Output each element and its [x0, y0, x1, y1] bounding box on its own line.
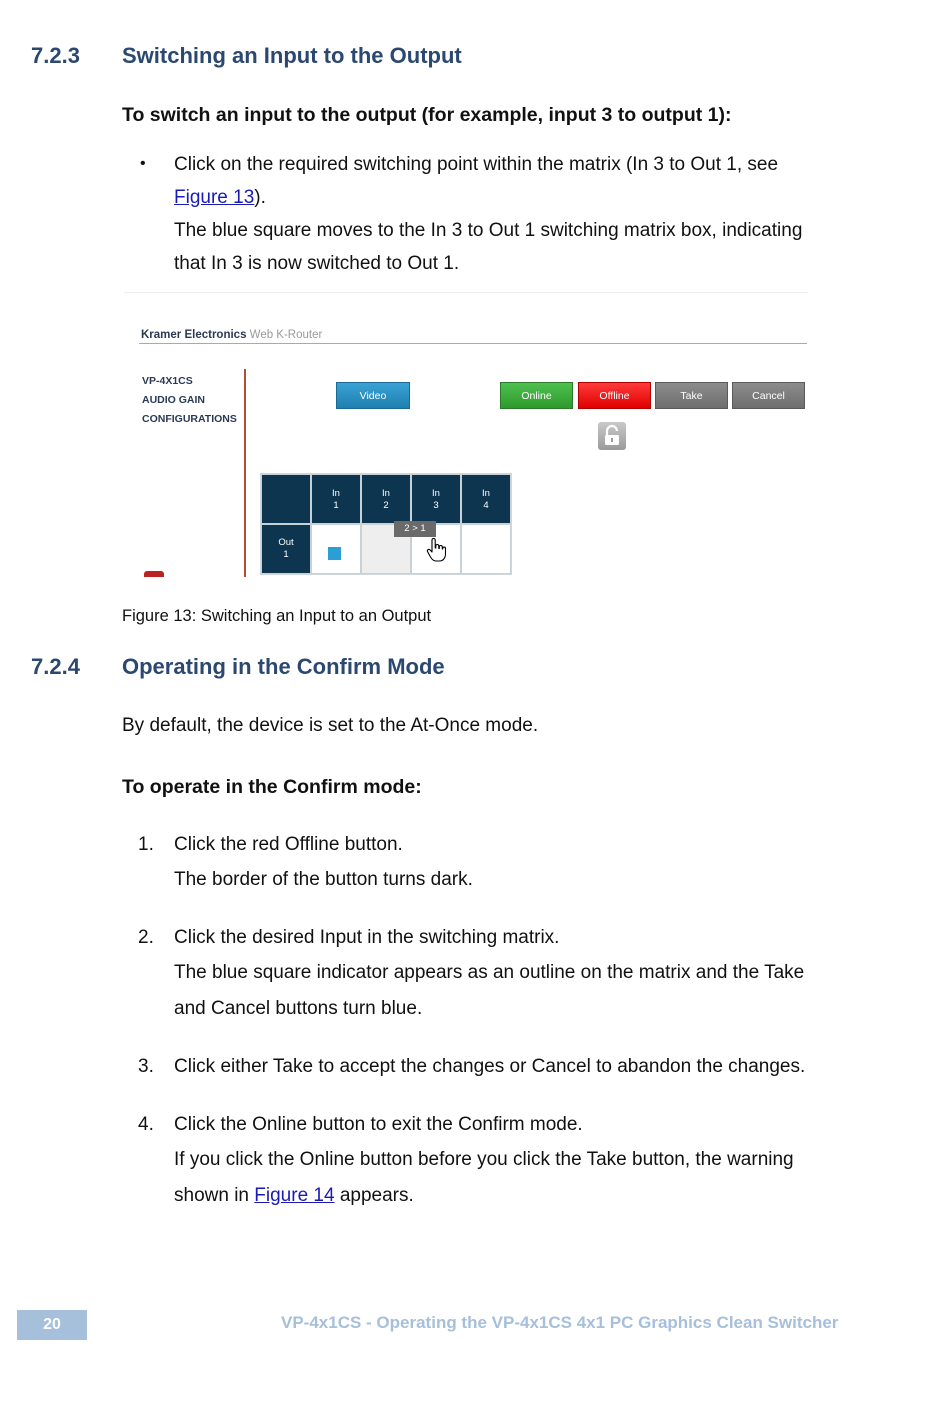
step-number: 3.	[138, 1056, 154, 1077]
matrix-cell-in4-out1[interactable]	[461, 524, 511, 574]
side-menu-configurations[interactable]: CONFIGURATIONS	[142, 413, 237, 425]
matrix-input-1[interactable]	[311, 474, 361, 524]
instruction-heading: To operate in the Confirm mode:	[122, 776, 422, 798]
switching-matrix	[260, 473, 512, 575]
brand-subtitle: Web K-Router	[249, 329, 323, 341]
online-button[interactable]: Online	[500, 382, 573, 409]
footer-title: VP-4x1CS - Operating the VP-4x1CS 4x1 PC Graphics Clean Switcher	[281, 1313, 839, 1332]
input-label: In	[432, 488, 440, 499]
input-label: In	[482, 488, 490, 499]
figure-14-link[interactable]: Figure 14	[254, 1185, 335, 1206]
bullet-text-end: ).	[254, 187, 266, 208]
instruction-heading: To switch an input to the output (for example, input 3 to output 1):	[122, 104, 732, 126]
matrix-input-4[interactable]	[461, 474, 511, 524]
cropped-indicator	[144, 571, 164, 577]
page-number: 20	[17, 1310, 87, 1340]
step-number: 2.	[138, 927, 154, 948]
matrix-output-1	[261, 524, 311, 574]
input-number: 2	[383, 500, 389, 511]
side-menu-device[interactable]: VP-4X1CS	[142, 375, 193, 387]
section-number: 7.2.4	[31, 654, 80, 679]
output-number: 1	[283, 549, 289, 560]
side-divider	[244, 369, 246, 577]
step-2-line-1: Click the desired Input in the switching matrix.	[174, 927, 560, 948]
matrix-input-2[interactable]	[361, 474, 411, 524]
step-1-line-1: Click the red Offline button.	[174, 834, 403, 855]
section-title: Operating in the Confirm Mode	[122, 654, 445, 679]
matrix-corner	[261, 474, 311, 524]
matrix-input-3[interactable]	[411, 474, 461, 524]
brand-name: Kramer Electronics	[141, 329, 247, 341]
step-4-text: shown in	[174, 1185, 255, 1206]
step-number: 4.	[138, 1114, 154, 1135]
bullet-text-continued	[174, 181, 266, 214]
hand-cursor-icon	[426, 538, 446, 567]
section-title: Switching an Input to the Output	[122, 43, 462, 68]
figure-13-link[interactable]: Figure 13	[174, 187, 255, 208]
video-button[interactable]: Video	[336, 382, 410, 409]
side-menu-audio-gain[interactable]: AUDIO GAIN	[142, 394, 205, 406]
lock-icon[interactable]	[598, 422, 626, 450]
figure-13-screenshot	[124, 292, 808, 577]
intro-paragraph: By default, the device is set to the At-Once mode.	[122, 715, 539, 736]
input-number: 1	[333, 500, 339, 511]
result-line-2: that In 3 is now switched to Out 1.	[174, 253, 460, 274]
step-1-line-2: The border of the button turns dark.	[174, 869, 473, 890]
step-4-line-1: Click the Online button to exit the Confirm mode.	[174, 1114, 583, 1135]
active-switch-indicator	[328, 547, 341, 560]
offline-button[interactable]: Offline	[578, 382, 651, 409]
bullet-text-line: Click on the required switching point within the matrix (In 3 to Out 1, see	[174, 154, 779, 175]
input-label: In	[332, 488, 340, 499]
step-3-line-1: Click either Take to accept the changes or Cancel to abandon the changes.	[174, 1056, 806, 1077]
section-number: 7.2.3	[31, 43, 80, 68]
output-label: Out	[278, 537, 294, 548]
input-number: 3	[433, 500, 439, 511]
input-label: In	[382, 488, 390, 499]
step-2-line-3: and Cancel buttons turn blue.	[174, 998, 423, 1019]
switch-tooltip: 2 > 1	[394, 521, 436, 537]
cancel-button[interactable]: Cancel	[732, 382, 805, 409]
take-button[interactable]: Take	[655, 382, 728, 409]
step-4-line-3	[174, 1179, 414, 1212]
figure-caption: Figure 13: Switching an Input to an Output	[122, 607, 432, 625]
step-number: 1.	[138, 834, 154, 855]
input-number: 4	[483, 500, 489, 511]
figure-brand	[141, 329, 322, 341]
bullet-text	[174, 148, 778, 181]
step-4-text-end: appears.	[334, 1185, 414, 1206]
step-4-line-2: If you click the Online button before you click the Take button, the warning	[174, 1149, 794, 1170]
step-2-line-2: The blue square indicator appears as an outline on the matrix and the Take	[174, 962, 805, 983]
header-divider	[139, 343, 807, 344]
result-line-1: The blue square moves to the In 3 to Out 1 switching matrix box, indicating	[174, 220, 803, 241]
bullet-dot-icon: •	[140, 155, 146, 172]
